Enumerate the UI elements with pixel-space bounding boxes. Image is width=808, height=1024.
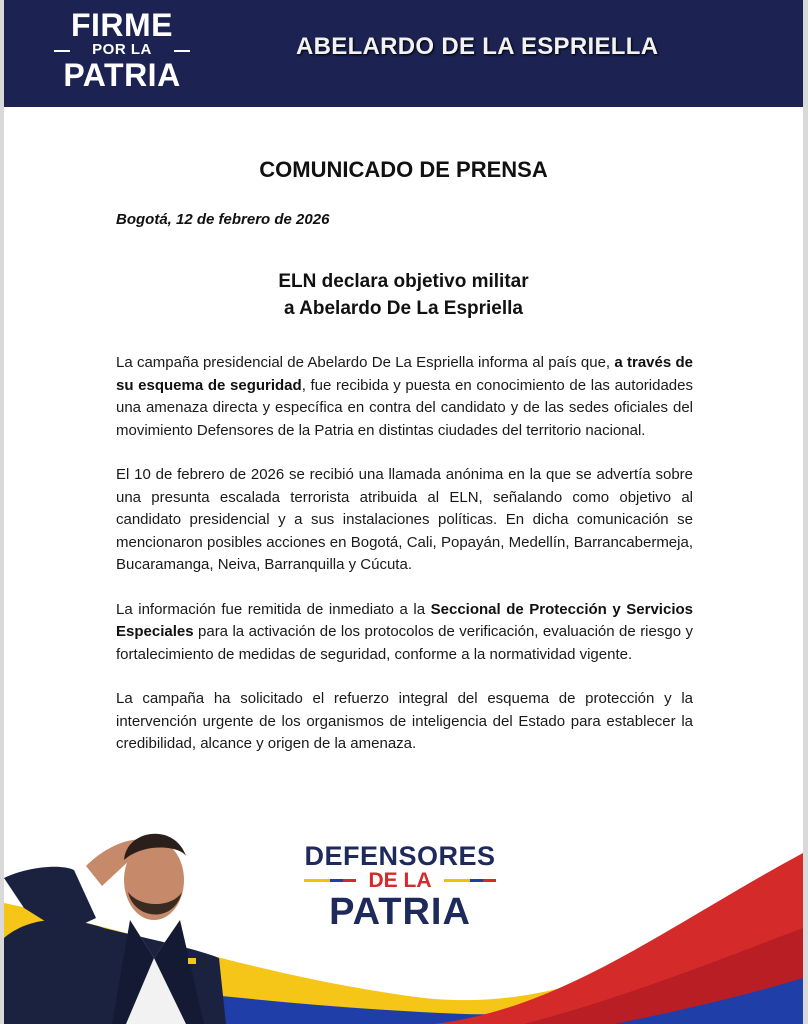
document-date: Bogotá, 12 de febrero de 2026 bbox=[116, 211, 330, 228]
defensores-de-la-patria-logo bbox=[300, 840, 500, 936]
paragraph-3-part-a: La información fue remitida de inmediato a la bbox=[116, 600, 431, 618]
paragraph-1-part-a: La campaña presidencial de Abelardo De La Espriella informa al país que, bbox=[116, 354, 615, 371]
tricolor-line-left bbox=[304, 879, 356, 882]
header-banner bbox=[4, 0, 803, 107]
paragraph-3-bold: Seccional de Protección y Servicios Especiales bbox=[116, 600, 693, 640]
logo-line-por-la-text: POR LA bbox=[92, 41, 152, 58]
headline bbox=[4, 268, 803, 322]
paragraph-1-part-b: , fue recibida y puesta en conocimiento de las autoridades una amenaza directa y específica en contra del candidato y de las sedes oficiales del movimiento Defensores de la Patria en distintas ciudades del territorio nacional. bbox=[116, 376, 693, 439]
tricolor-line-right bbox=[444, 879, 496, 882]
logo-line-de-la bbox=[300, 870, 500, 892]
logo-divider-right bbox=[174, 50, 190, 52]
candidate-name-header: ABELARDO DE LA ESPRIELLA bbox=[296, 33, 659, 60]
paragraph-4: La campaña ha solicitado el refuerzo integral del esquema de protección y la intervención urgente de los organismos de inteligencia del Estado para establecer la credibilidad, alcance y origen de la amenaza. bbox=[116, 690, 693, 752]
logo-line-de-la-text: DE LA bbox=[368, 869, 432, 892]
body-text bbox=[116, 352, 693, 778]
headline-line-1: ELN declara objetivo militar bbox=[278, 271, 529, 292]
logo-divider-left bbox=[54, 50, 70, 52]
headline-line-2: a Abelardo De La Espriella bbox=[284, 298, 523, 319]
saluting-man-figure bbox=[4, 834, 226, 1024]
paragraph-1-bold: a través de su esquema de seguridad bbox=[116, 354, 693, 394]
logo-line-defensores: DEFENSORES bbox=[304, 841, 496, 871]
firme-por-la-patria-logo bbox=[52, 9, 192, 91]
press-release-page bbox=[4, 0, 803, 1024]
paragraph-3 bbox=[116, 599, 693, 667]
logo-line-firme: FIRME bbox=[70, 7, 174, 43]
logo-line-patria: PATRIA bbox=[63, 57, 181, 93]
paragraph-1 bbox=[116, 352, 693, 442]
logo-line-patria-footer: PATRIA bbox=[329, 891, 471, 933]
lapel-pin bbox=[188, 958, 196, 964]
paragraph-3-part-b: para la activación de los protocolos de verificación, evaluación de riesgo y fortalecimiento de medidas de seguridad, conforme a la normatividad vigente. bbox=[116, 623, 693, 663]
document-title: COMUNICADO DE PRENSA bbox=[259, 157, 548, 182]
paragraph-2: El 10 de febrero de 2026 se recibió una llamada anónima en la que se advertía sobre una presunta escalada terrorista atribuida al ELN, señalando como objetivo al candidato presidencial y a sus instalaciones políticas. En dicha comunicación se mencionaron posibles acciones en Bogotá, Cali, Popayán, Medellín, Barrancabermeja, Bucaramanga, Neiva, Barranquilla y Cúcuta. bbox=[116, 466, 693, 573]
